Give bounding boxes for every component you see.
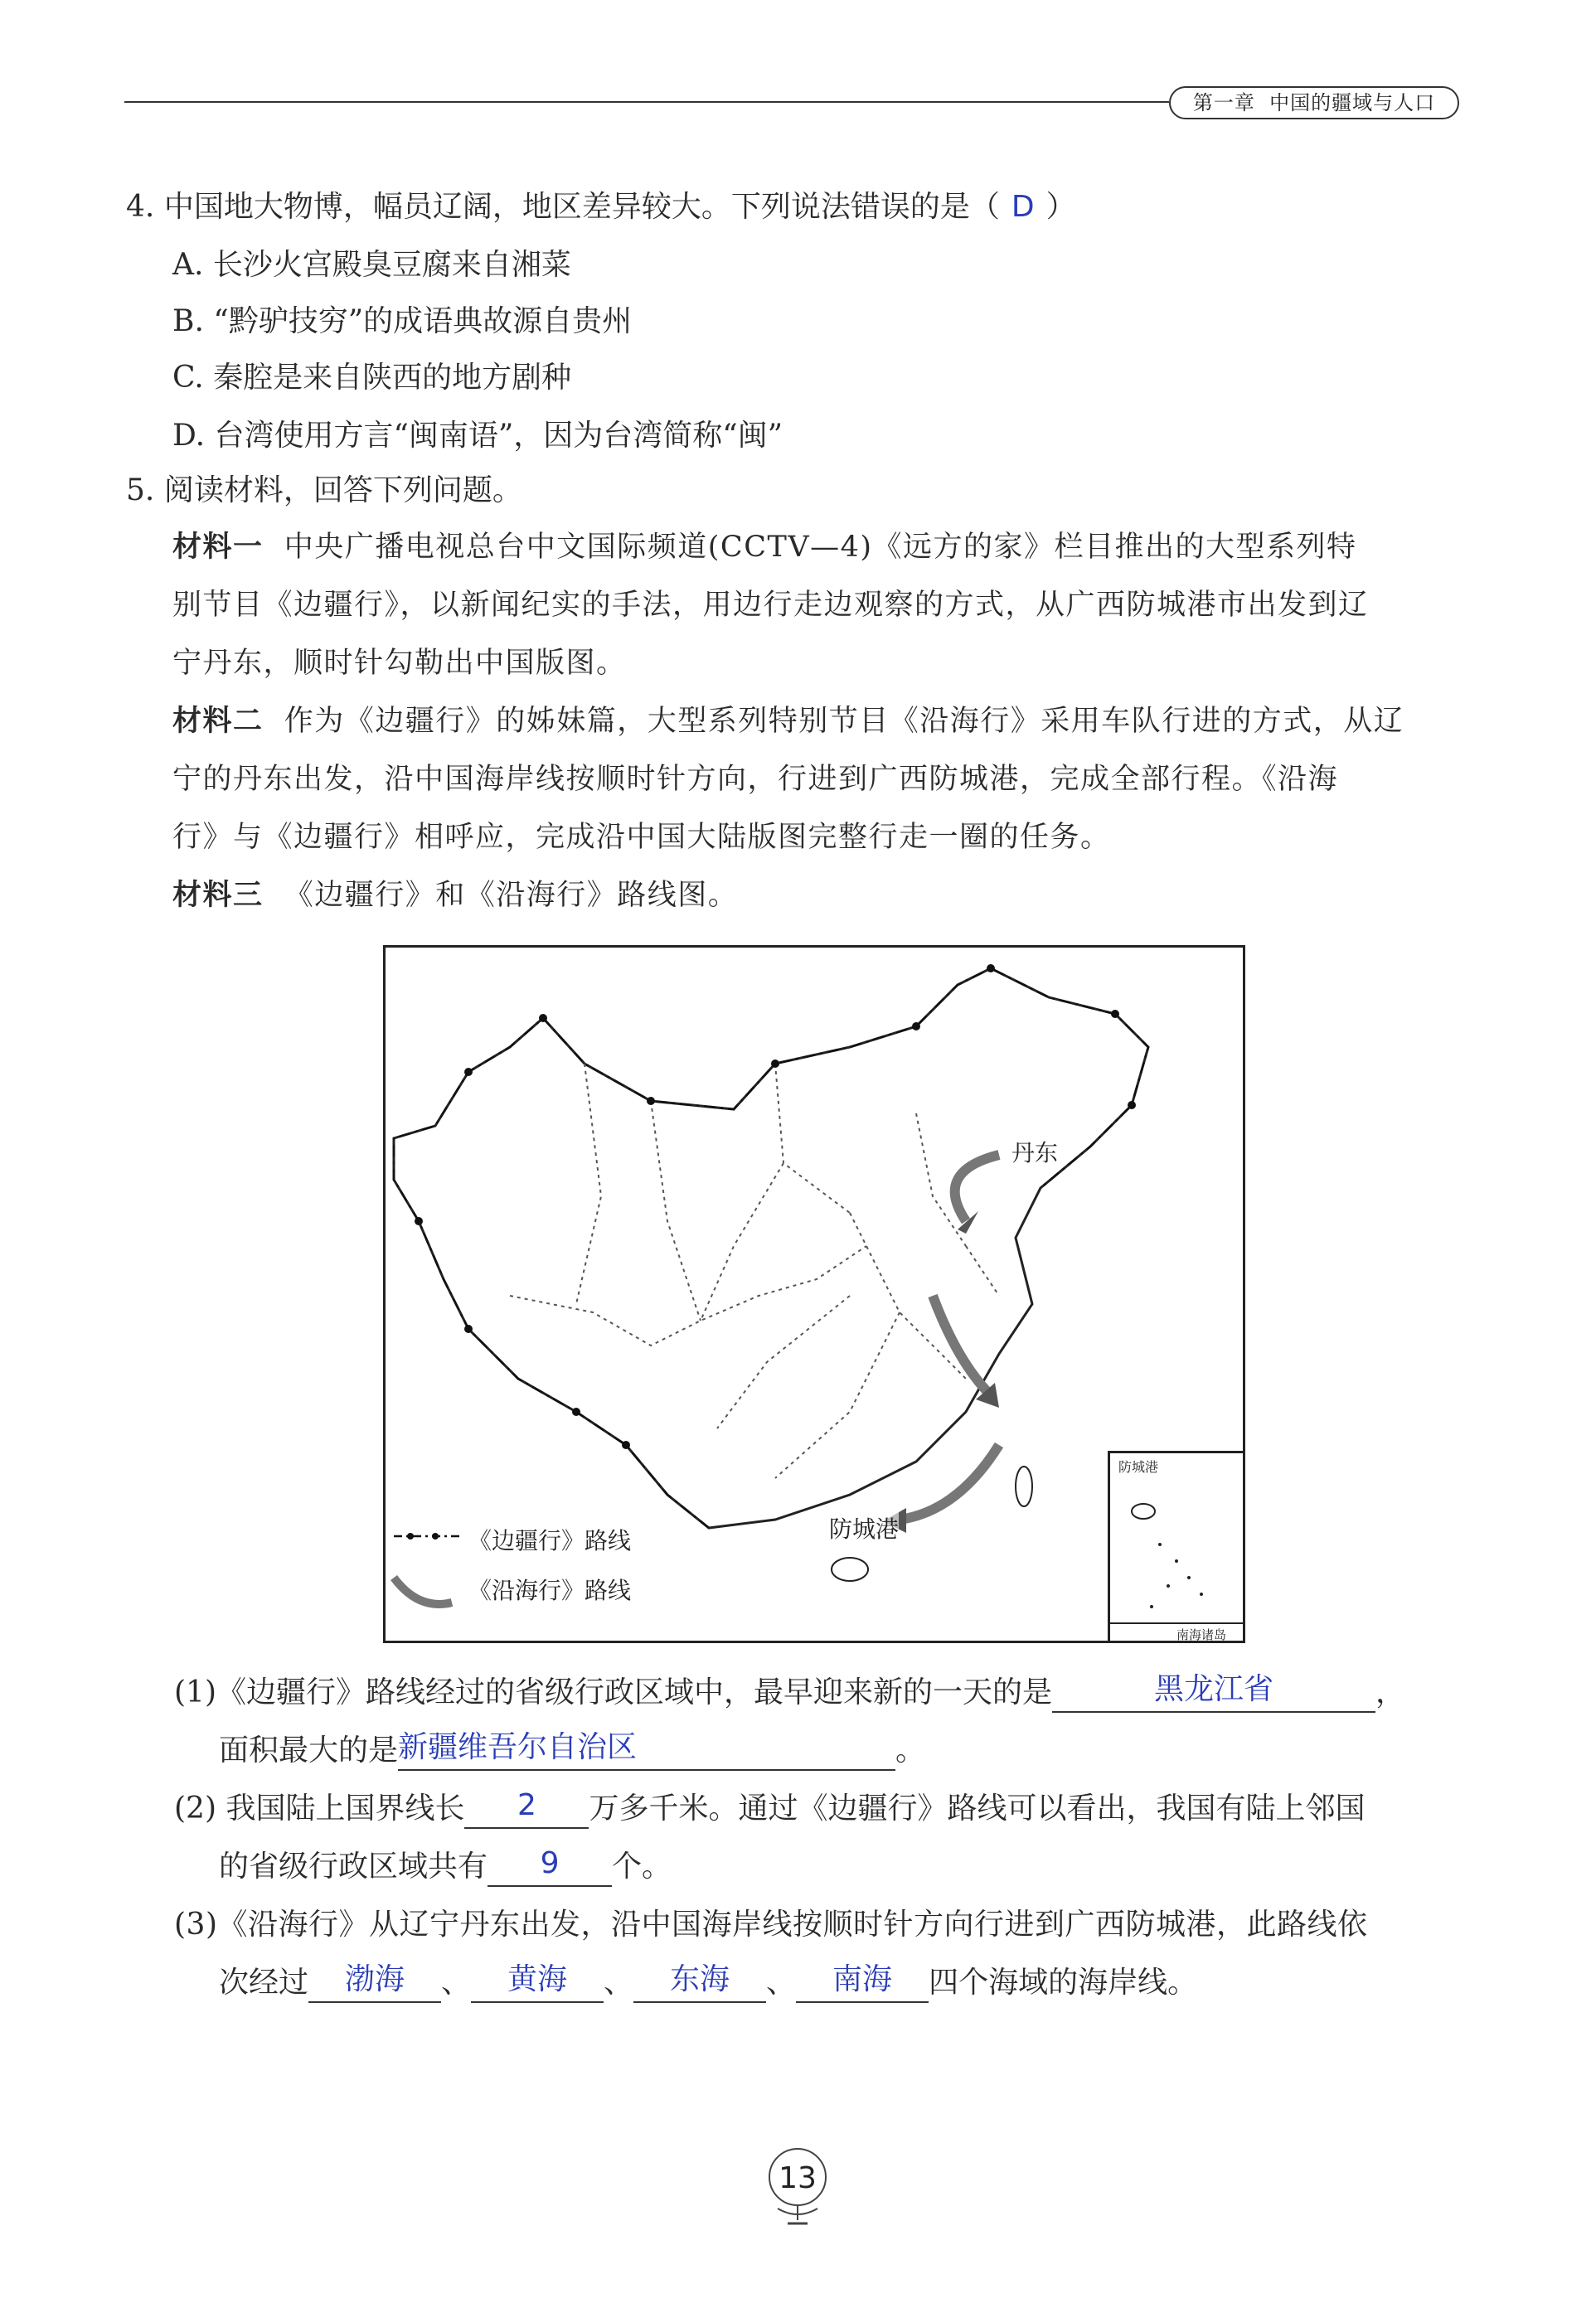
punctuation: 、	[441, 1966, 472, 2000]
country-outline	[394, 968, 1148, 1528]
subquestion-2-line-1	[174, 1789, 1365, 1829]
border-route-line	[394, 968, 1148, 1528]
material-label: 材料三	[172, 879, 264, 912]
answer-text: 南海	[832, 1962, 893, 1996]
answer-blank	[633, 1962, 766, 2003]
subquestion-text: 面积最大的是	[219, 1734, 399, 1767]
material-label: 材料一	[172, 531, 264, 564]
subquestion-text: 四个海域的海岸线。	[929, 1966, 1198, 2000]
chapter-number: 第一章	[1192, 91, 1255, 114]
answer-text: 黄海	[507, 1962, 568, 1996]
coast-route-arrow	[900, 1445, 999, 1520]
chapter-title: 中国的疆域与人口	[1269, 91, 1436, 114]
material-2-line-1	[172, 701, 1404, 741]
header-rule	[124, 101, 1169, 103]
option-c: C. 秦腔是来自陕西的地方剧种	[172, 361, 572, 395]
subquestion-text: 的省级行政区域共有	[219, 1850, 488, 1884]
material-2-line-2: 宁的丹东出发，沿中国海岸线按顺时针方向，行进到广西防城港，完成全部行程。《沿海	[172, 763, 1339, 796]
punctuation: 、	[604, 1966, 634, 2000]
subquestion-text: 万多千米。通过《边疆行》路线可以看出，我国有陆上邻国	[589, 1792, 1366, 1826]
subquestion-1-line-2	[219, 1731, 925, 1771]
subquestion-2-line-2	[219, 1847, 672, 1887]
material-1-line-3: 宁丹东，顺时针勾勒出中国版图。	[172, 647, 627, 680]
page-number-badge	[764, 2146, 831, 2212]
inset-islands	[1110, 1453, 1243, 1636]
answer-blank	[471, 1962, 604, 2003]
subquestion-text: (2) 我国陆上国界线长	[174, 1792, 465, 1826]
subquestion-3-line-1: (3)《沿海行》从辽宁丹东出发，沿中国海岸线按顺时针方向行进到广西防城港，此路线依	[174, 1908, 1368, 1942]
question-4-stem	[126, 187, 1076, 227]
material-text: 作为《边疆行》的姊妹篇，大型系列特别节目《沿海行》采用车队行进的方式，从辽	[284, 705, 1404, 738]
material-label: 材料二	[172, 705, 264, 738]
option-a: A. 长沙火宫殿臭豆腐来自湘菜	[172, 248, 571, 282]
answer-blank	[398, 1730, 895, 1771]
taiwan-island	[1016, 1467, 1032, 1506]
answer-text: 9	[540, 1846, 560, 1880]
material-text: 《边疆行》和《沿海行》路线图。	[284, 879, 739, 912]
material-3-line-1	[172, 875, 738, 915]
label-fangchenggang: 防城港	[829, 1511, 899, 1544]
material-1-line-1	[172, 527, 1357, 567]
legend-coast-route: 《沿海行》路线	[468, 1577, 632, 1604]
subquestion-text: 个。	[612, 1850, 672, 1884]
answer-blank	[464, 1788, 589, 1829]
answer-text: 东海	[670, 1962, 730, 1996]
punctuation: ，	[1375, 1675, 1406, 1709]
answer-text: 渤海	[345, 1962, 405, 1996]
option-b: B. “黔驴技穷”的成语典故源自贵州	[172, 304, 633, 338]
question-number: 4.	[126, 190, 155, 224]
material-text: 中央广播电视总台中文国际频道(CCTV—4)《远方的家》栏目推出的大型系列特	[284, 531, 1357, 564]
subquestion-text: 次经过	[219, 1966, 309, 2000]
punctuation: 、	[766, 1966, 797, 2000]
chapter-tag	[1169, 86, 1459, 119]
answer-text: 2	[517, 1788, 536, 1822]
south-sea-inset	[1108, 1451, 1245, 1643]
coast-route-arrow	[933, 1296, 991, 1395]
question-number: 5.	[126, 473, 155, 507]
answer-choice: D	[1011, 190, 1035, 224]
option-d: D. 台湾使用方言“闽南语”，因为台湾简称“闽”	[172, 419, 783, 453]
page-number: 13	[779, 2161, 817, 2195]
answer-blank	[1052, 1672, 1375, 1713]
punctuation: 。	[895, 1734, 926, 1767]
label-dandong: 丹东	[1011, 1135, 1058, 1168]
answer-blank	[488, 1846, 612, 1887]
hainan-island	[832, 1558, 868, 1581]
question-5-stem	[126, 471, 522, 511]
subquestion-text: (1)《边疆行》路线经过的省级行政区域中，最早迎来新的一天的是	[174, 1675, 1052, 1709]
question-stem: 阅读材料，回答下列问题。	[163, 473, 522, 507]
answer-text: 新疆维吾尔自治区	[398, 1730, 638, 1764]
answer-text: 黑龙江省	[1153, 1672, 1273, 1706]
material-2-line-3: 行》与《边疆行》相呼应，完成沿中国大陆版图完整行走一圈的任务。	[172, 821, 1111, 854]
answer-blank	[796, 1962, 929, 2003]
coast-route-arrow	[955, 1155, 999, 1221]
inset-label-top: 防城港	[1118, 1459, 1159, 1475]
subquestion-1-line-1	[174, 1673, 1405, 1713]
question-stem: 中国地大物博，幅员辽阔，地区差异较大。下列说法错误的是（	[163, 190, 1000, 224]
stem-close: ）	[1045, 190, 1076, 224]
legend-border-route: 《边疆行》路线	[468, 1527, 632, 1554]
answer-blank	[308, 1962, 441, 2003]
inset-label-bottom: 南海诸岛	[1176, 1627, 1227, 1642]
material-1-line-2: 别节目《边疆行》，以新闻纪实的手法，用边行走边观察的方式，从广西防城港市出发到辽	[172, 589, 1369, 622]
subquestion-3-line-2	[219, 1963, 1197, 2003]
